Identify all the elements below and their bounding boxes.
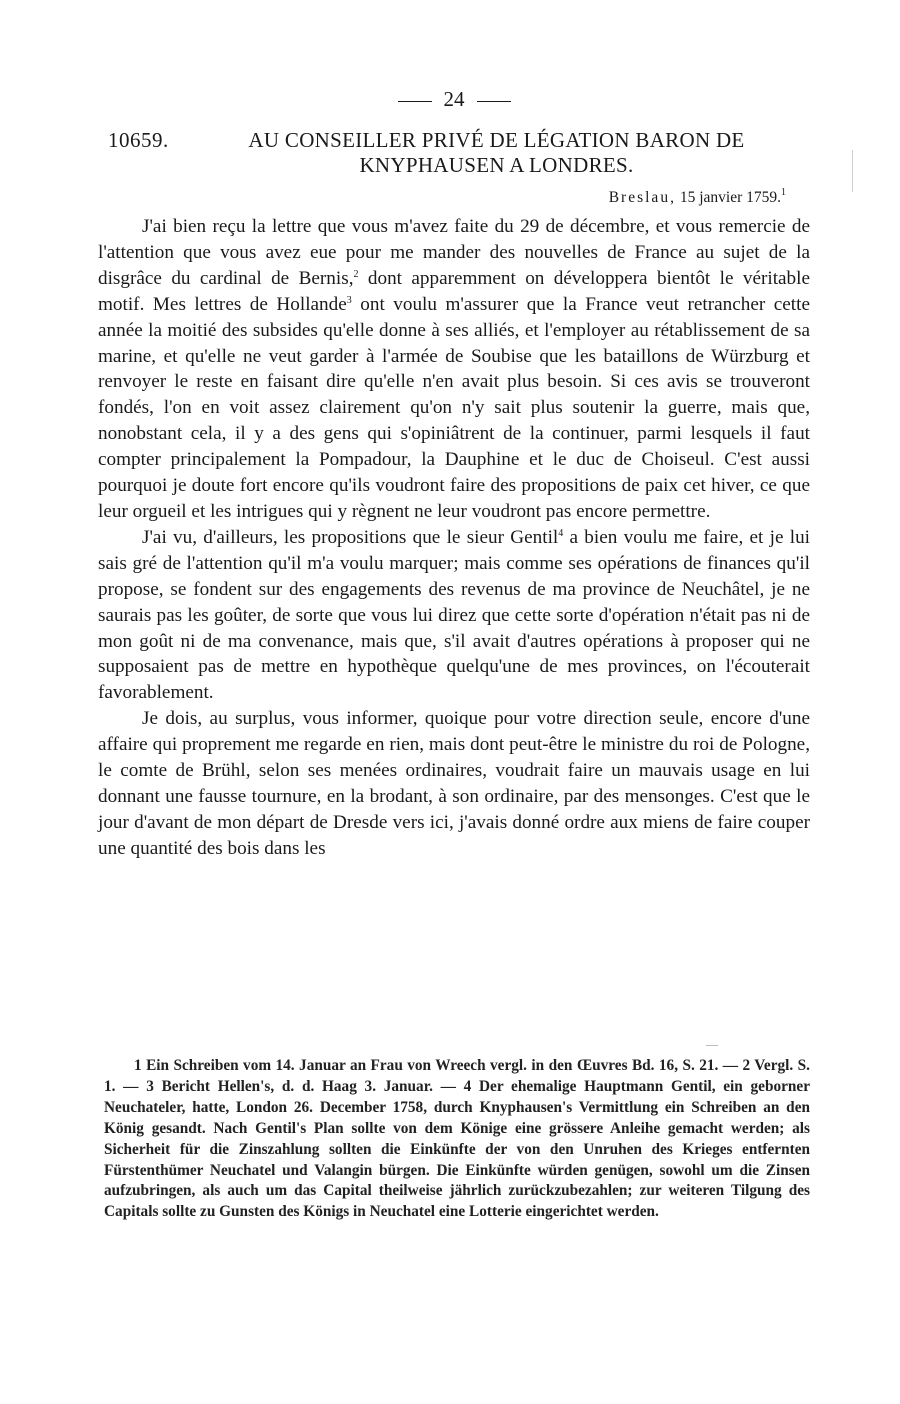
dash-left	[398, 101, 432, 102]
letter-body	[98, 214, 810, 862]
page-edge-mark	[852, 150, 853, 192]
letter-title-line-2: KNYPHAUSEN A LONDRES.	[359, 153, 634, 177]
page-number: 24	[443, 87, 465, 111]
letter-title	[98, 128, 810, 178]
document-page	[98, 84, 810, 862]
paragraph-2-part-1: J'ai vu, d'ailleurs, les propositions que le sieur Gentil	[142, 526, 559, 548]
paragraph-1	[98, 214, 810, 525]
letter-heading	[98, 128, 810, 178]
dash-right	[477, 101, 511, 102]
footnote-4: Der ehemalige Hauptmann Gentil, ein geborner Neuchateler, hatte, London 26. December 1758, durch Knyphausen's Vermittlung ein Schreiben an den König gesandt. Nach Gentil's Plan sollte von dem Könige eine grössere Anleihe gemacht werden; als Sicherheit für die Zinszahlung sollten die Einkünfte der von den Unruhen des Krieges entfernten Fürstenthümer Neuchatel und Valangin bürgen. Die Einkünfte würden genügen, sowohl um die Zinsen aufzubringen, als auch um das Capital theilweise jährlich zurückzubezahlen; zur weiteren Tilgung des Capitals sollte zu Gunsten des Königs in Neuchatel eine Lotterie eingerichtet werden.	[104, 1077, 810, 1221]
paragraph-1-part-1: J'ai bien reçu la lettre que vous m'avez faite du 29 de décembre, et vous remercie de l'attention que vous avez eue pour me mander des nouvelles de France au sujet de la disgrâce du cardinal de Bernis,	[98, 216, 810, 289]
footnote-separator	[706, 1045, 718, 1046]
paragraph-2-part-2: a bien voulu me faire, et je lui sais gré de l'attention qu'il m'a voulu marquer; mais comme ses opérations de finances qu'il propose, se fondent sur des engagements des revenus de ma province de Neuchâtel, je ne saurais pas les goûter, de sorte que vous lui direz que cette sorte d'opération n'était pas ni de mon goût ni de ma convenance, mais que, s'il avait d'autres opérations à proposer qui ne supposaient pas de mettre en hypothèque quelqu'une de mes provinces, on l'écouterait favorablement.	[98, 526, 810, 704]
footnote-3: Bericht Hellen's, d. d. Haag 3. Januar. —	[153, 1077, 464, 1095]
dateline-place: Breslau,	[608, 189, 676, 206]
footnote-ref-2: 2	[353, 268, 359, 280]
footnote-ref-1: 1	[781, 187, 786, 198]
footnote-ref-3: 3	[346, 294, 352, 306]
footnote-ref-4: 4	[558, 527, 564, 539]
dateline	[98, 187, 810, 209]
paragraph-3: Je dois, au surplus, vous informer, quoique pour votre direction seule, encore d'une affaire qui proprement me regarde en rien, mais dont peut-être le ministre du roi de Pologne, le comte de Brühl, selon ses menées ordinaires, voudrait faire un mauvais usage en lui donnant une fausse tournure, en la brodant, à son ordinaire, par des mensonges. C'est que le jour d'avant de mon départ de Dresde vers ici, j'avais donné ordre aux miens de faire couper une quantité des bois dans les	[98, 708, 810, 859]
letter-number: 10659.	[108, 128, 169, 152]
footnote-2: Vergl. S. 1. —	[104, 1057, 810, 1095]
footnote-mark-3: 3	[146, 1077, 154, 1095]
footnote-mark-2: 2	[742, 1057, 751, 1074]
dateline-date: 15 janvier 1759.	[679, 189, 781, 206]
footnotes	[104, 1056, 810, 1223]
footnote-mark-4: 4	[463, 1077, 472, 1095]
paragraph-2	[98, 525, 810, 706]
footnote-mark-1: 1	[134, 1057, 142, 1074]
running-head	[98, 84, 810, 114]
paragraph-1-part-2: dont apparemment on développera bientôt le véritable motif. Mes lettres de Hollande	[98, 267, 811, 315]
paragraph-1-part-3: ont voulu m'assurer que la France veut retrancher cette année la moitié des subsides qu'elle donne à ses alliés, et l'employer au rétablissement de sa marine, et qu'elle ne veut garder à l'armée de Soubise que les bataillons de Würzburg et renvoyer le reste en faisant dire qu'elle n'en avait plus besoin. Si ces avis se trouveront fondés, l'on en voit assez clairement qu'on n'y sait plus soutenir la guerre, mais que, nonobstant cela, il y a des gens qui s'opiniâtrent de la continuer, parmi lesquels il faut compter principalement la Pompadour, la Dauphine et le duc de Choiseul. C'est aussi pourquoi je doute fort encore qu'ils voudront faire des propositions de paix cet hiver, ce que leur orgueil et les intrigues qui y règnent ne leur voudront pas encore permettre.	[98, 293, 810, 522]
footnote-1: Ein Schreiben vom 14. Januar an Frau von Wreech vergl. in den Œuvres Bd. 16, S. 21. —	[141, 1057, 743, 1074]
footnote-block	[104, 1056, 810, 1223]
letter-title-line-1: AU CONSEILLER PRIVÉ DE LÉGATION BARON DE	[248, 128, 745, 152]
